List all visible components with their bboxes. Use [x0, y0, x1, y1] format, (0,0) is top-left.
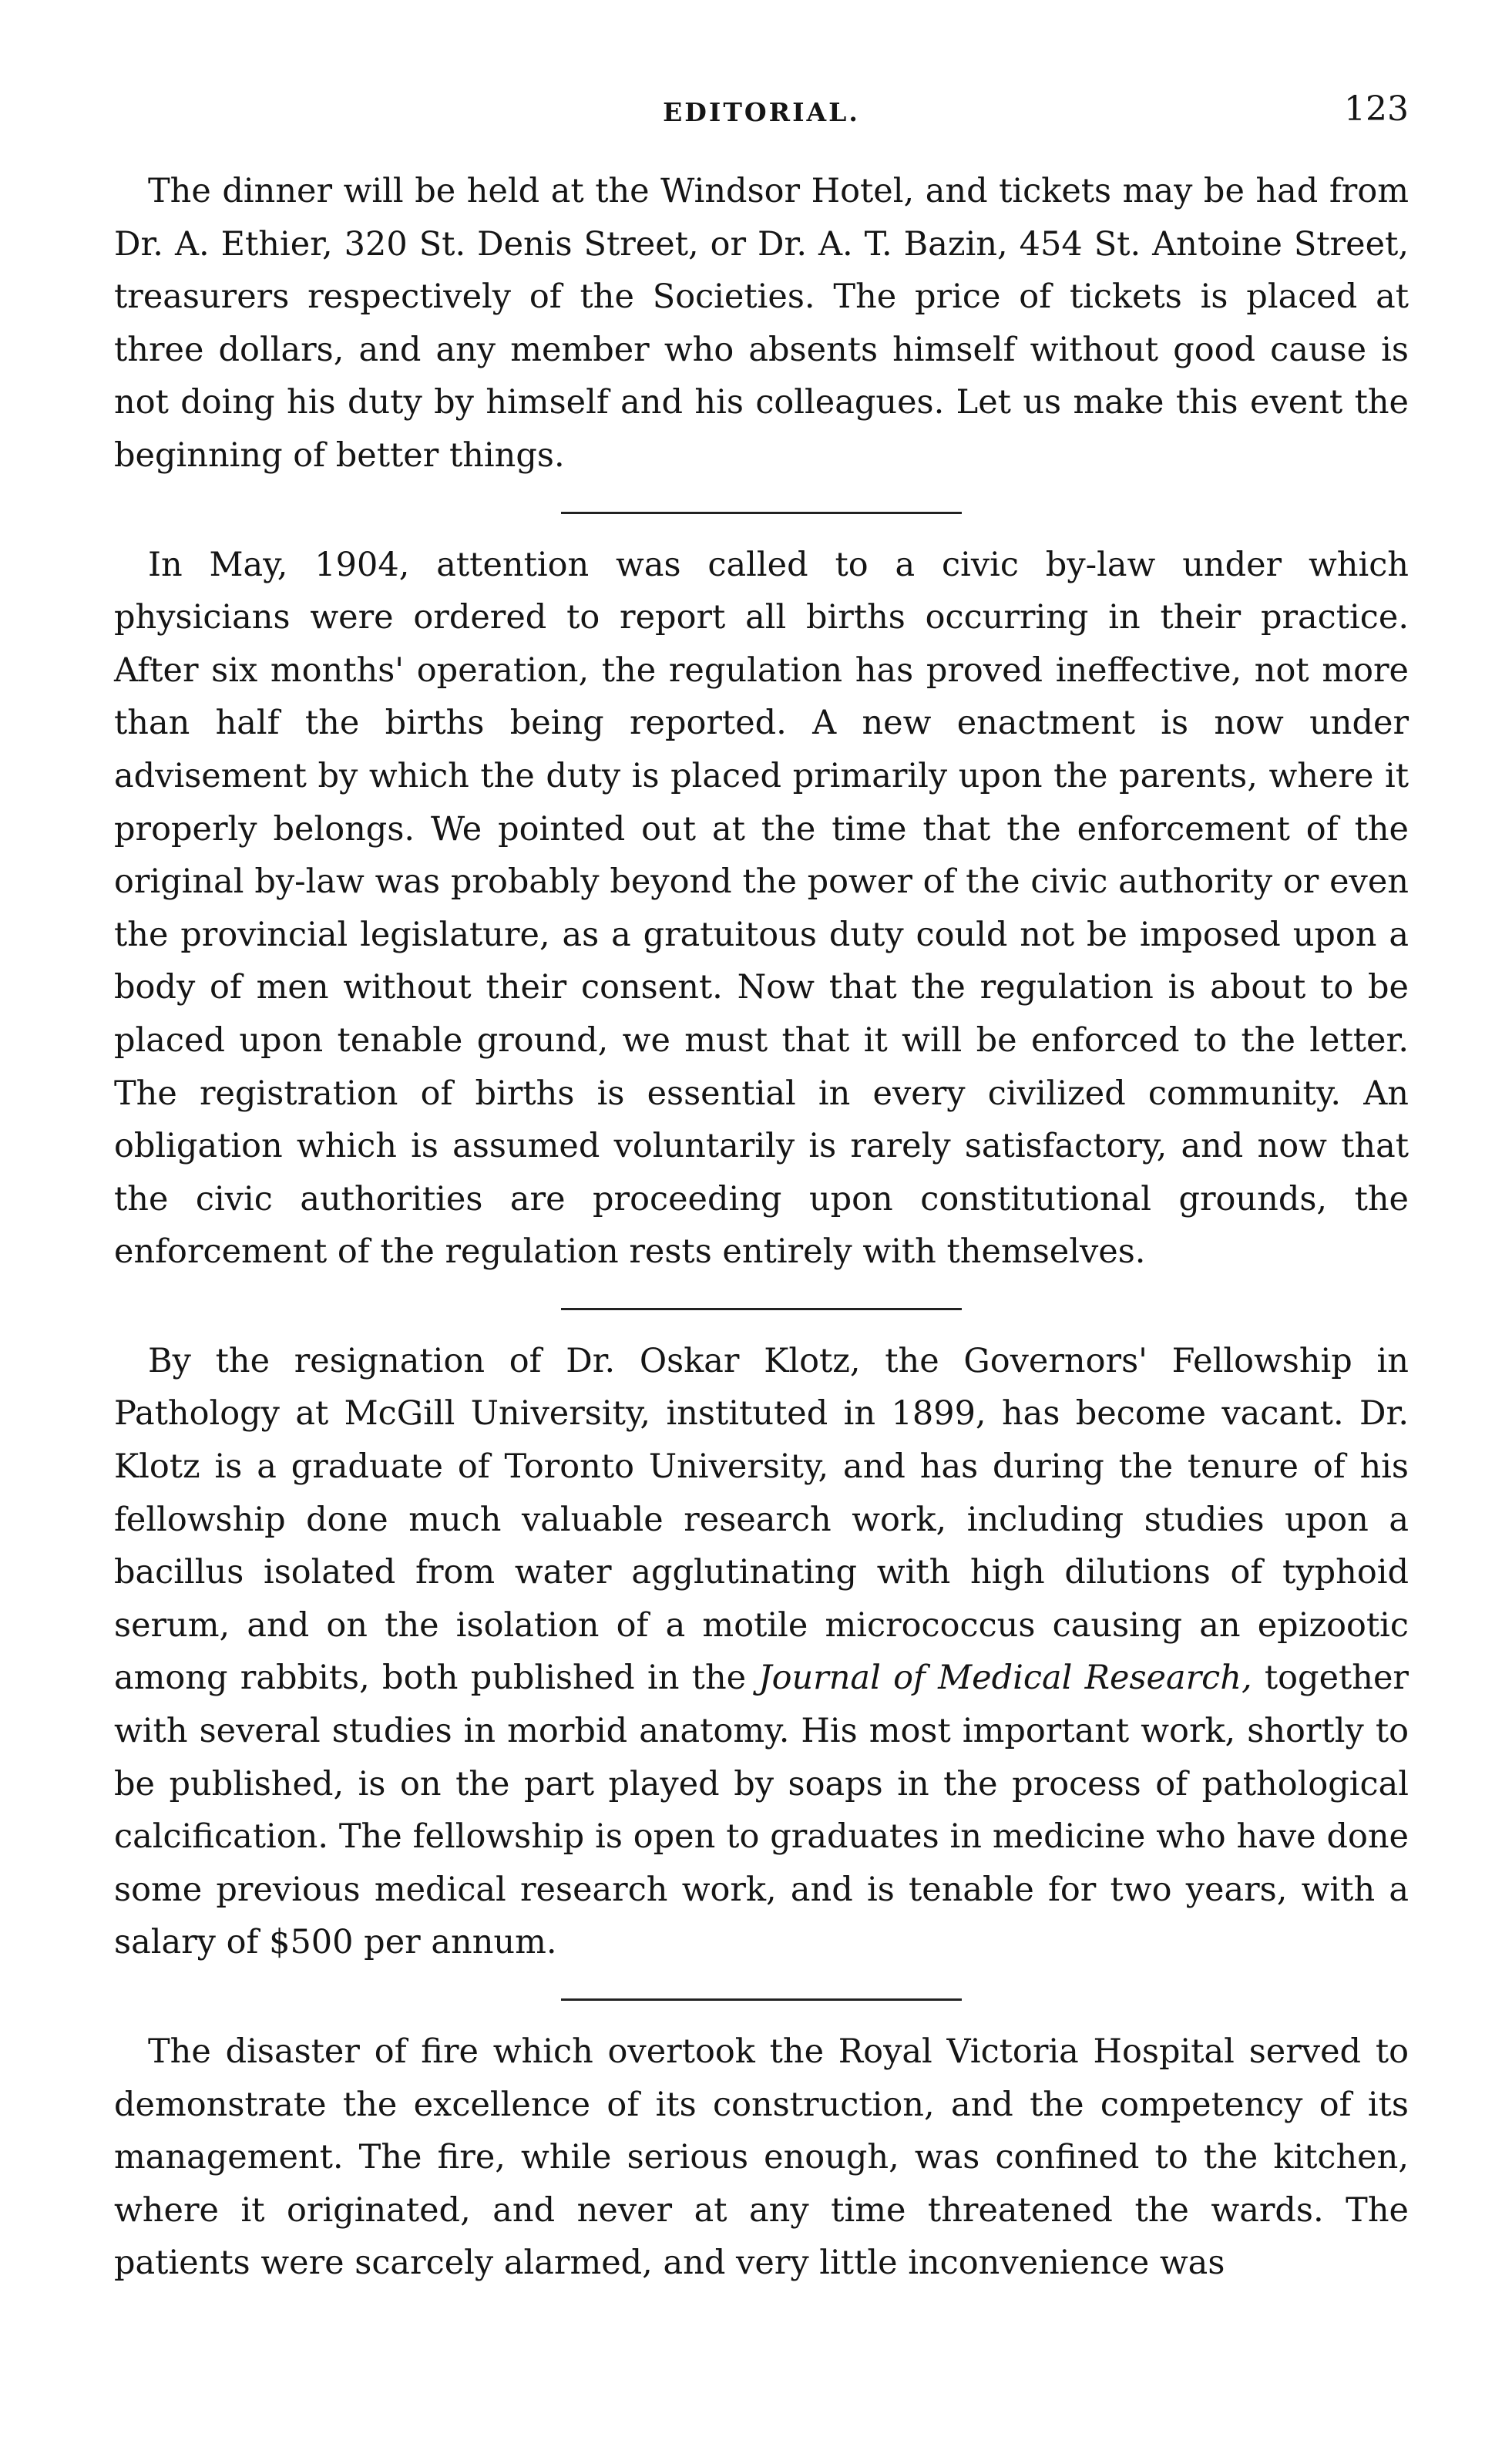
- paragraph-dinner: The dinner will be held at the Windsor Hotel, and tickets may be had from Dr. A. Ethier, 320 St. Denis Street, or Dr. A. T. Bazin, 454 St. Antoine Street, treasurers respectively of the Societies. The price of tickets is placed at three dollars, and any member who absents himself without good cause is not doing his duty by himself and his colleagues. Let us make this event the beginning of better things.: [114, 172, 1409, 475]
- article-body: [114, 165, 1409, 2290]
- section-divider: [561, 512, 962, 514]
- paragraph-hospital-fire: The disaster of fire which overtook the Royal Victoria Hospital served to demonstrate the excellence of its construction, and the competency of its management. The fire, while serious enough, was confined to the kitchen, where it originated, and never at any time threatened the wards. The patients were scarcely alarmed, and very little inconvenience was: [114, 2032, 1409, 2283]
- journal-title: Journal of Medical Research,: [758, 1659, 1252, 1698]
- paragraph-klotz-fellowship: [114, 1335, 1409, 1969]
- page-header: [114, 83, 1409, 137]
- paragraph-birth-registration: In May, 1904, attention was called to a civic by-law under which physicians were ordered to report all births occurring in their practice. After six months' operation, the regulation has proved ineffective, not more than half the births being reported. A new enactment is now under advisement by which the duty is placed primarily upon the parents, where it properly belongs. We pointed out at the time that the enforcement of the original by-law was probably beyond the power of the civic authority or even the provincial legislature, as a gratuitous duty could not be imposed upon a body of men without their consent. Now that the regulation is about to be placed upon tenable ground, we must that it will be enforced to the letter. The registration of births is essential in every civilized community. An obligation which is assumed voluntarily is rarely satisfactory, and now that the civic authorities are proceeding upon constitutional grounds, the enforcement of the regulation rests entirely with themselves.: [114, 545, 1409, 1272]
- section-divider: [561, 1308, 962, 1310]
- paragraph-text: together with several studies in morbid anatomy. His most important work, shortly to be published, is on the part played by soaps in the process of pathological calcification. The fellowship is open to graduates in medicine who have done some previous medical research work, and is tenable for two years, with a salary of $500 per annum.: [114, 1659, 1409, 1962]
- section-divider: [561, 1998, 962, 2001]
- running-title: EDITORIAL.: [663, 97, 860, 127]
- page-number: 123: [1344, 89, 1409, 129]
- page: [114, 83, 1409, 2411]
- paragraph-text: By the resignation of Dr. Oskar Klotz, the Governors' Fellowship in Pathology at McGill University, instituted in 1899, has become vacant. Dr. Klotz is a graduate of Toronto University, and has during the tenure of his fellowship done much valuable research work, including studies upon a bacillus isolated from water agglutinating with high dilutions of typhoid serum, and on the isolation of a motile micrococcus causing an epizootic among rabbits, both published in the: [114, 1341, 1409, 1698]
